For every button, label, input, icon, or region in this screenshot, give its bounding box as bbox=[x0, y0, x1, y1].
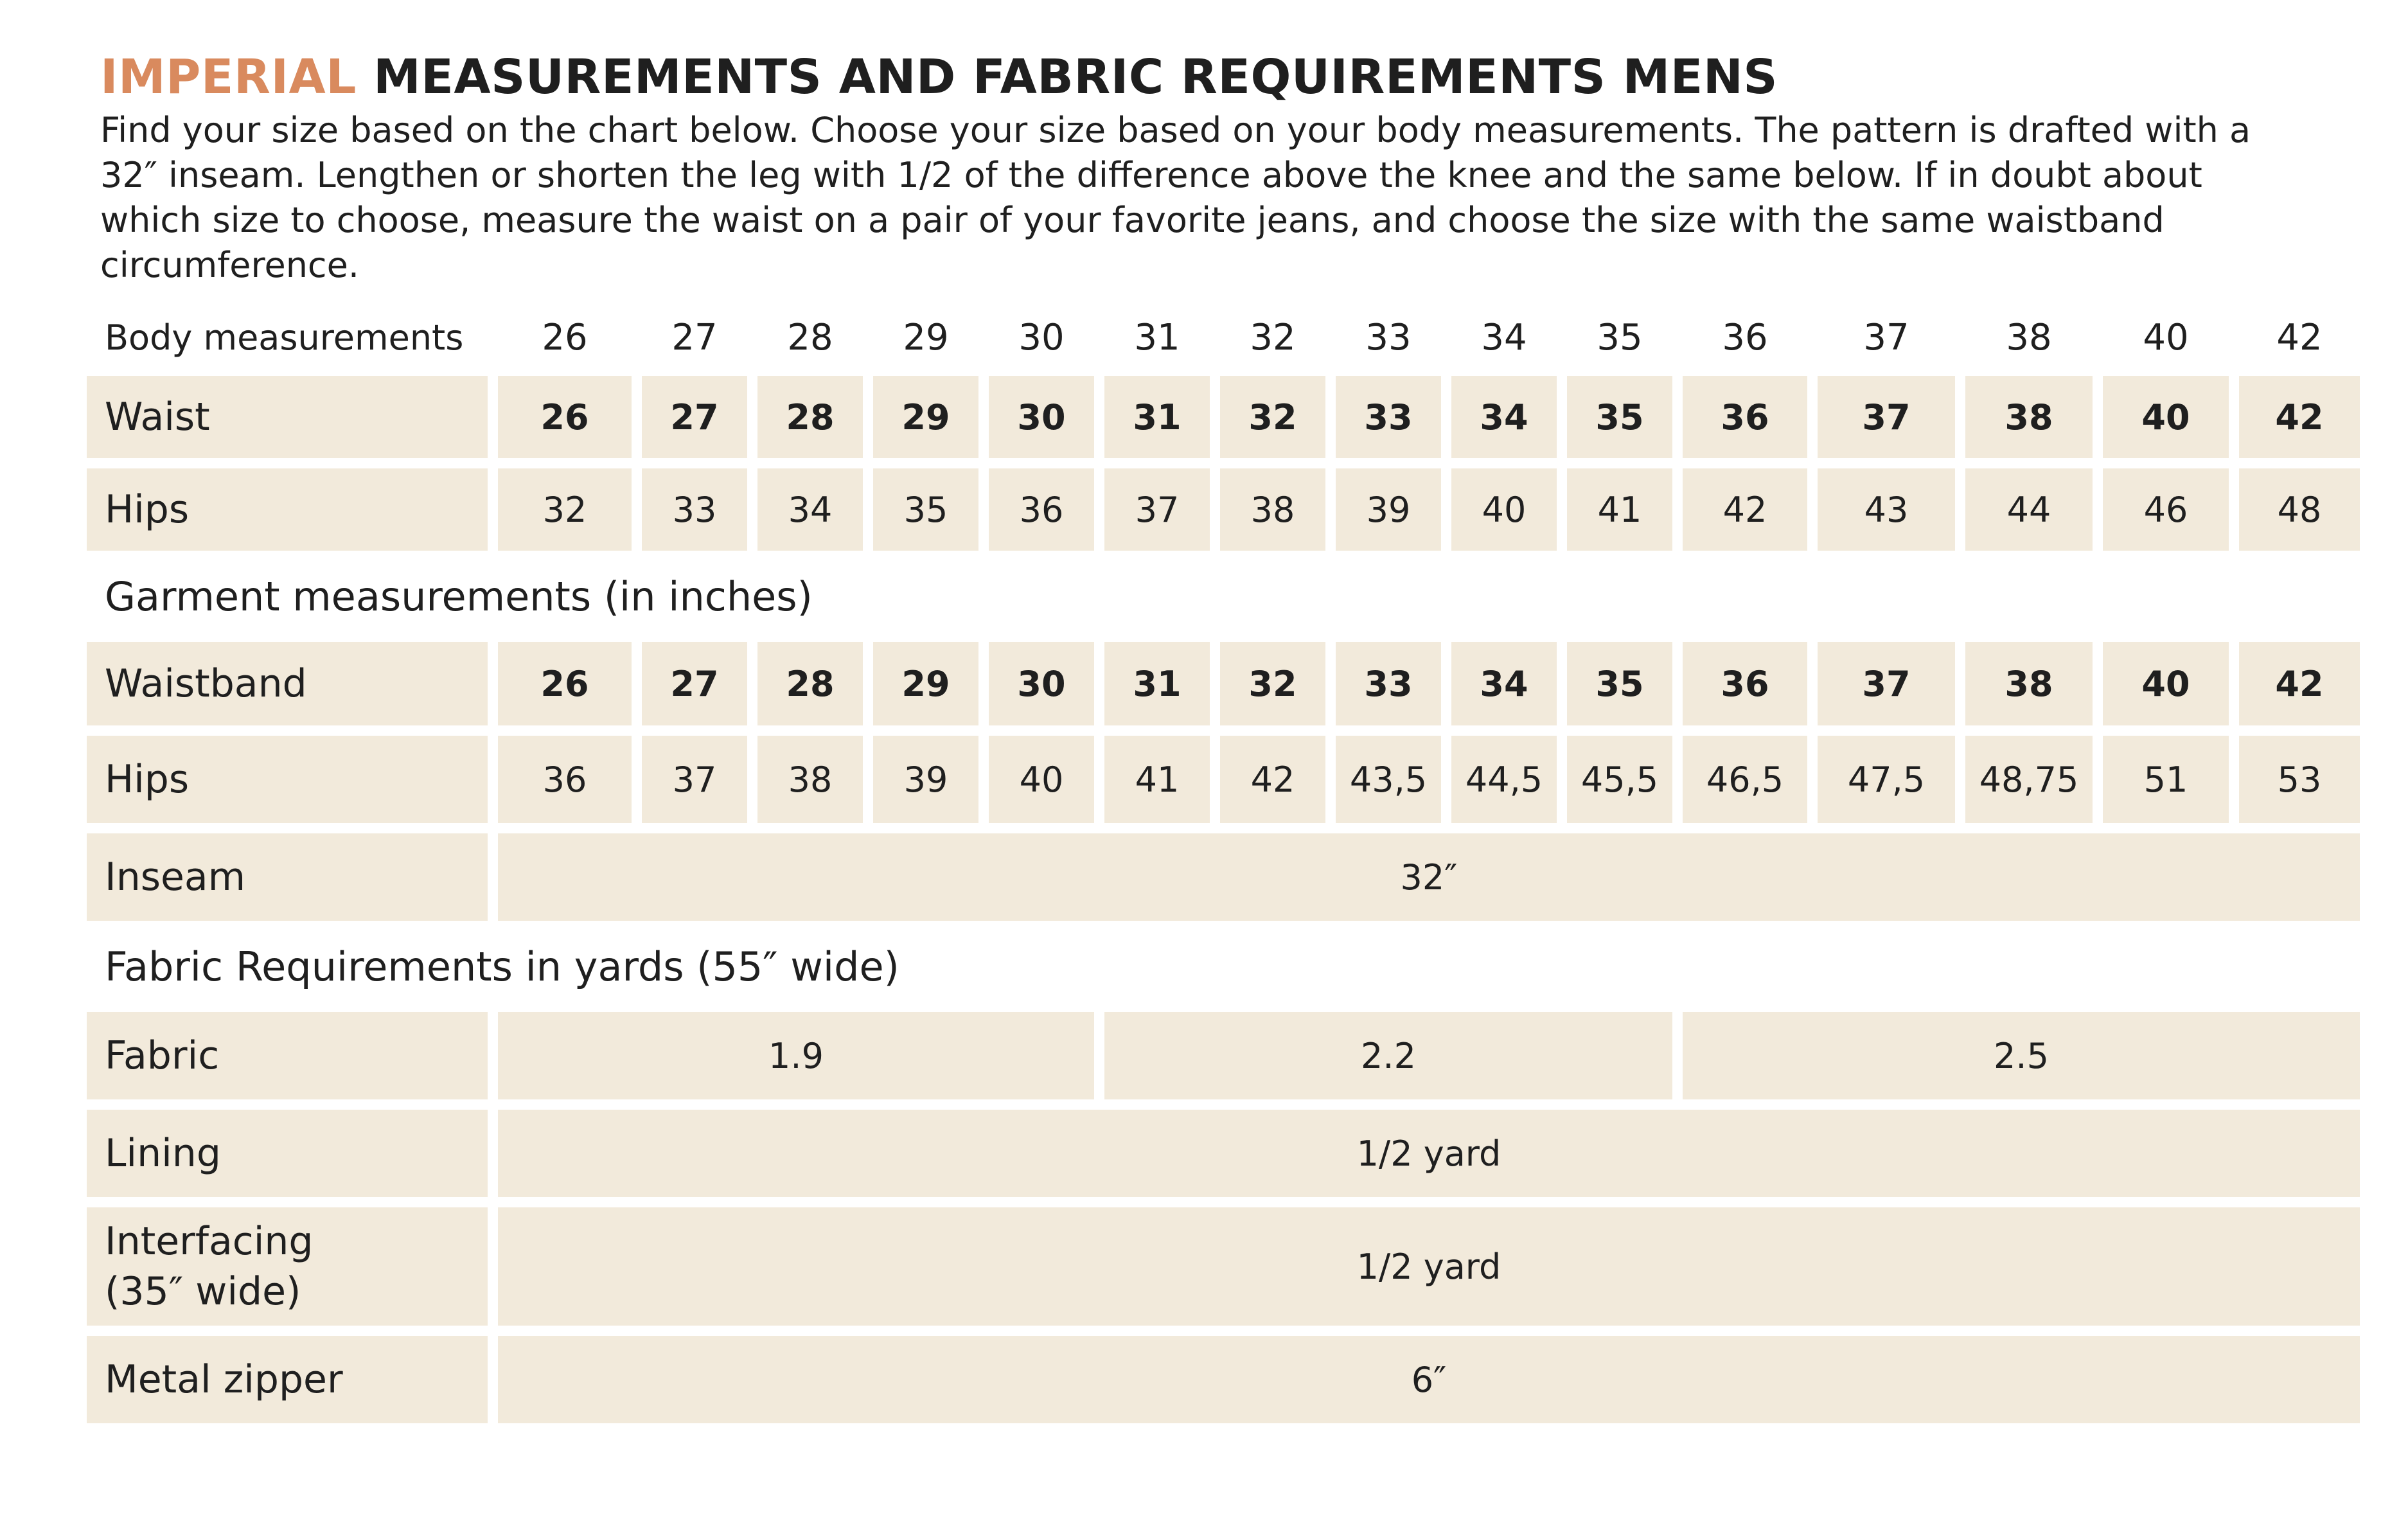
row-label: Hips bbox=[87, 468, 488, 551]
size-header-cell: 28 bbox=[787, 316, 833, 359]
table-cell: 27 bbox=[642, 642, 747, 725]
row-label: Fabric bbox=[87, 1012, 488, 1099]
body-hips-row bbox=[87, 468, 2360, 551]
fabric-section-row bbox=[87, 931, 2360, 1002]
table-cell: 29 bbox=[873, 376, 978, 458]
size-header-cell: 38 bbox=[2006, 316, 2052, 359]
table-cell: 31 bbox=[1104, 376, 1210, 458]
row-label: Lining bbox=[87, 1110, 488, 1197]
table-cell: 2.2 bbox=[1104, 1012, 1672, 1099]
table-cell: 51 bbox=[2103, 736, 2229, 823]
table-cell: 44,5 bbox=[1451, 736, 1557, 823]
table-cell: 37 bbox=[1104, 468, 1210, 551]
table-cell: 35 bbox=[1567, 642, 1672, 725]
table-cell: 26 bbox=[498, 376, 632, 458]
table-cell: 53 bbox=[2239, 736, 2360, 823]
table-cell: 37 bbox=[1818, 642, 1955, 725]
table-cell: 43,5 bbox=[1336, 736, 1441, 823]
title-rest: MEASUREMENTS AND FABRIC REQUIREMENTS MENS bbox=[356, 49, 1778, 105]
table-cell: 36 bbox=[498, 736, 632, 823]
title-accent: IMPERIAL bbox=[100, 49, 357, 105]
size-header-cell: 30 bbox=[1018, 316, 1065, 359]
size-header-cell: 40 bbox=[2143, 316, 2189, 359]
table-cell: 47,5 bbox=[1818, 736, 1955, 823]
table-cell: 37 bbox=[642, 736, 747, 823]
table-cell: 46 bbox=[2103, 468, 2229, 551]
table-cell: 36 bbox=[989, 468, 1094, 551]
table-cell: 33 bbox=[1336, 376, 1441, 458]
table-cell: 30 bbox=[989, 642, 1094, 725]
row-label: Waistband bbox=[87, 642, 488, 725]
table-cell: 34 bbox=[757, 468, 863, 551]
table-cell: 28 bbox=[757, 376, 863, 458]
table-cell: 42 bbox=[1220, 736, 1325, 823]
zipper-row bbox=[87, 1336, 2360, 1423]
table-cell: 42 bbox=[2239, 376, 2360, 458]
interfacing-row bbox=[87, 1207, 2360, 1326]
garment-inseam-row bbox=[87, 833, 2360, 921]
page-title bbox=[100, 50, 2368, 104]
garment-section-heading: Garment measurements (in inches) bbox=[105, 573, 813, 620]
table-cell: 36 bbox=[1683, 376, 1807, 458]
size-header-cell: 31 bbox=[1134, 316, 1180, 359]
table-cell: 42 bbox=[2239, 642, 2360, 725]
table-cell: 1/2 yard bbox=[498, 1207, 2360, 1326]
lining-row bbox=[87, 1110, 2360, 1197]
table-cell: 48,75 bbox=[1965, 736, 2093, 823]
table-cell: 38 bbox=[1965, 642, 2093, 725]
size-chart-table bbox=[76, 299, 2370, 1434]
size-header-cell: 26 bbox=[542, 316, 588, 359]
table-cell: 33 bbox=[642, 468, 747, 551]
table-cell: 42 bbox=[1683, 468, 1807, 551]
table-cell: 34 bbox=[1451, 642, 1557, 725]
fabric-section-heading: Fabric Requirements in yards (55″ wide) bbox=[105, 943, 899, 990]
size-header-cell: 34 bbox=[1481, 316, 1527, 359]
size-header-cell: 27 bbox=[671, 316, 718, 359]
table-cell: 1/2 yard bbox=[498, 1110, 2360, 1197]
size-header-cell: 37 bbox=[1863, 316, 1909, 359]
table-cell: 40 bbox=[989, 736, 1094, 823]
intro-paragraph: Find your size based on the chart below. Choose your size based on your body measurements. The pattern is drafted with a 32″ inseam. Lengthen or shorten the leg with 1/2 of the difference above the knee and the same below. If in doubt about which size to choose, measure the waist on a pair of your favorite jeans, and choose the size with the same waistband circumference. bbox=[100, 110, 2251, 285]
row-label: Hips bbox=[87, 736, 488, 823]
table-cell: 32 bbox=[1220, 376, 1325, 458]
table-cell: 33 bbox=[1336, 642, 1441, 725]
table-cell: 40 bbox=[1451, 468, 1557, 551]
table-cell: 1.9 bbox=[498, 1012, 1094, 1099]
table-cell: 38 bbox=[1220, 468, 1325, 551]
table-cell: 46,5 bbox=[1683, 736, 1807, 823]
size-header-cell: 32 bbox=[1250, 316, 1296, 359]
table-cell: 27 bbox=[642, 376, 747, 458]
table-cell: 2.5 bbox=[1683, 1012, 2360, 1099]
size-header-cell: 33 bbox=[1365, 316, 1412, 359]
table-cell: 40 bbox=[2103, 642, 2229, 725]
table-cell: 45,5 bbox=[1567, 736, 1672, 823]
table-cell: 43 bbox=[1818, 468, 1955, 551]
row-label: Waist bbox=[87, 376, 488, 458]
garment-hips-row bbox=[87, 736, 2360, 823]
body-waist-row bbox=[87, 376, 2360, 458]
table-cell: 41 bbox=[1104, 736, 1210, 823]
table-cell: 40 bbox=[2103, 376, 2229, 458]
table-cell: 38 bbox=[1965, 376, 2093, 458]
garment-section-row bbox=[87, 561, 2360, 632]
interfacing-label-line-1: Interfacing bbox=[105, 1219, 314, 1264]
table-cell: 32 bbox=[498, 468, 632, 551]
table-cell: 31 bbox=[1104, 642, 1210, 725]
table-cell: 32 bbox=[1220, 642, 1325, 725]
table-cell: 37 bbox=[1818, 376, 1955, 458]
size-header-row bbox=[87, 309, 2360, 366]
body-measurements-heading: Body measurements bbox=[105, 317, 464, 358]
table-cell: 36 bbox=[1683, 642, 1807, 725]
table-cell: 28 bbox=[757, 642, 863, 725]
table-cell: 35 bbox=[873, 468, 978, 551]
table-cell: 6″ bbox=[498, 1336, 2360, 1423]
table-cell: 29 bbox=[873, 642, 978, 725]
table-cell: 38 bbox=[757, 736, 863, 823]
table-cell: 39 bbox=[1336, 468, 1441, 551]
row-label bbox=[87, 1207, 488, 1326]
garment-waistband-row bbox=[87, 642, 2360, 725]
size-header-cell: 35 bbox=[1597, 316, 1643, 359]
table-cell: 35 bbox=[1567, 376, 1672, 458]
page-header bbox=[100, 50, 2368, 288]
table-cell: 48 bbox=[2239, 468, 2360, 551]
size-header-cell: 36 bbox=[1722, 316, 1768, 359]
size-header-cell: 29 bbox=[903, 316, 949, 359]
table-cell: 41 bbox=[1567, 468, 1672, 551]
table-cell: 44 bbox=[1965, 468, 2093, 551]
size-header-cell: 42 bbox=[2276, 316, 2323, 359]
table-cell: 26 bbox=[498, 642, 632, 725]
table-cell: 30 bbox=[989, 376, 1094, 458]
table-cell: 32″ bbox=[498, 833, 2360, 921]
row-label: Metal zipper bbox=[87, 1336, 488, 1423]
interfacing-label-line-2: (35″ wide) bbox=[105, 1269, 301, 1314]
table-cell: 34 bbox=[1451, 376, 1557, 458]
fabric-row bbox=[87, 1012, 2360, 1099]
table-cell: 39 bbox=[873, 736, 978, 823]
row-label: Inseam bbox=[87, 833, 488, 921]
